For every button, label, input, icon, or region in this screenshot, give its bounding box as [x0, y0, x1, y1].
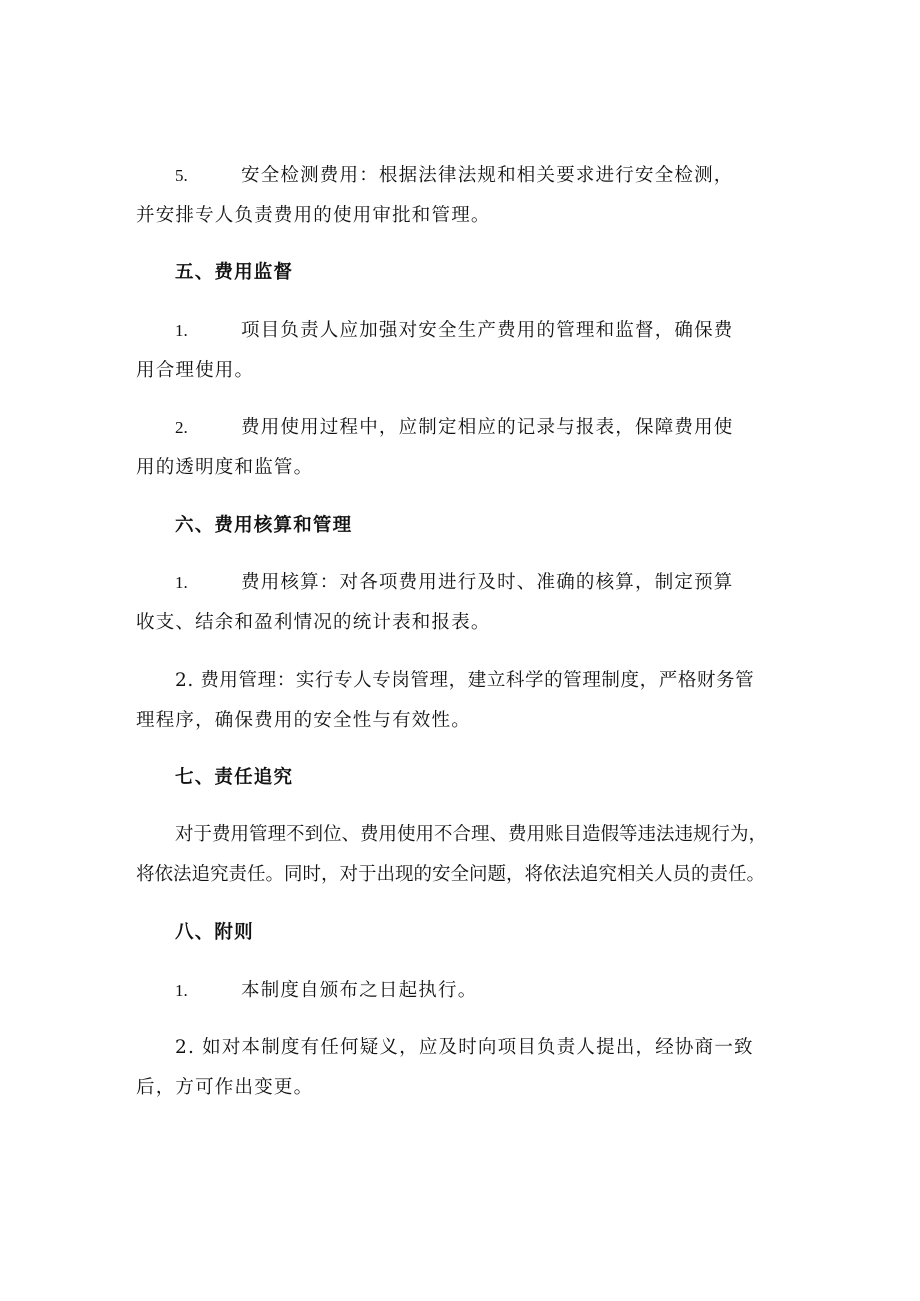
- item-text-continued: 后，方可作出变更。: [136, 1077, 314, 1098]
- item-number: 2.: [175, 418, 188, 437]
- section-heading-7: 七、责任追究: [175, 767, 294, 788]
- item-text: 费用核算：对各项费用进行及时、准确的核算，制定预算: [241, 572, 734, 593]
- section-heading-8: 八、附则: [175, 922, 254, 943]
- section-heading-6: 六、费用核算和管理: [175, 515, 353, 536]
- item-text-continued: 并安排专人负责费用的使用审批和管理。: [136, 205, 491, 226]
- item-number: 1.: [175, 573, 188, 592]
- item-text-continued: 用合理使用。: [136, 360, 255, 381]
- item-text-continued: 理程序，确保费用的安全性与有效性。: [136, 710, 471, 731]
- item-text-continued: 收支、结余和盈利情况的统计表和报表。: [136, 612, 491, 633]
- item-text: 2. 如对本制度有任何疑义，应及时向项目负责人提出，经协商一致: [175, 1037, 754, 1058]
- item-text: 本制度自颁布之日起执行。: [241, 980, 478, 1001]
- item-number: 1.: [175, 981, 188, 1000]
- item-text-continued: 用的透明度和监管。: [136, 457, 314, 478]
- item-text: 费用使用过程中，应制定相应的记录与报表，保障费用使: [241, 417, 734, 438]
- item-number: 5.: [175, 166, 188, 185]
- paragraph-text: 对于费用管理不到位、费用使用不合理、费用账目造假等违法违规行为，: [175, 824, 768, 845]
- paragraph-text-continued: 将依法追究责任。同时，对于出现的安全问题，将依法追究相关人员的责任。: [136, 864, 766, 885]
- item-text: 安全检测费用：根据法律法规和相关要求进行安全检测，: [241, 165, 734, 186]
- item-text: 2. 费用管理：实行专人专岗管理，建立科学的管理制度，严格财务管: [175, 670, 755, 691]
- item-text: 项目负责人应加强对安全生产费用的管理和监督，确保费: [241, 320, 734, 341]
- section-heading-5: 五、费用监督: [175, 262, 294, 283]
- item-number: 1.: [175, 321, 188, 340]
